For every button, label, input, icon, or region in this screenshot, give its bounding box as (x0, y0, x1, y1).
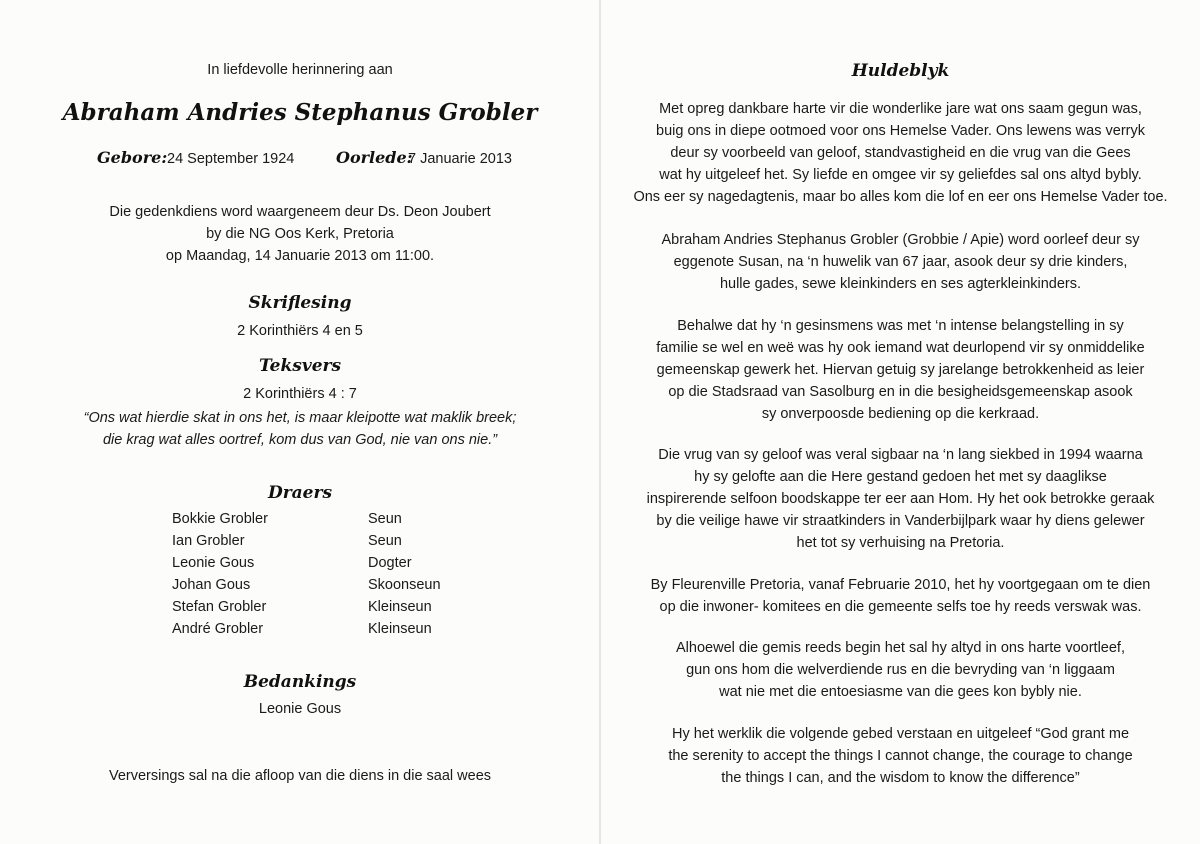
pallbearer-name: Bokkie Grobler (172, 511, 268, 527)
tribute-line: sy onverpoosde bediening op die kerkraad. (761, 406, 1040, 422)
born-label: Gebore: (97, 148, 168, 167)
born-date: 24 September 1924 (167, 151, 295, 167)
tribute-line: wat nie met die entoesiasme van die gees kon bybly nie. (719, 684, 1082, 700)
pallbearer-name: André Grobler (172, 621, 264, 637)
tribute-line: gun ons hom die welverdiende rus en die bevryding van ‘n liggaam (686, 662, 1115, 678)
pallbearers-heading: Draers (267, 483, 333, 503)
text-verse-reference: 2 Korinthiërs 4 : 7 (243, 386, 357, 402)
service-line: by die NG Oos Kerk, Pretoria (206, 226, 394, 242)
pallbearer-relation: Kleinseun (368, 621, 432, 637)
tribute-line: buig ons in diepe ootmoed voor ons Hemelse Vader. Ons lewens was verryk (656, 123, 1145, 139)
thanks-name: Leonie Gous (258, 701, 342, 717)
pallbearer-name: Ian Grobler (172, 533, 245, 549)
right-page (601, 0, 1200, 844)
tribute-line: Alhoewel die gemis reeds begin het sal hy altyd in ons harte voortleef, (676, 640, 1125, 656)
tribute-line: gemeenskap gewerk het. Hiervan getuig sy jarelange betrokkenheid as leier (656, 362, 1145, 378)
tribute-line: op die inwoner- komitees en die gemeente selfs toe hy reeds verswak was. (659, 599, 1142, 615)
pallbearer-relation: Kleinseun (368, 599, 432, 615)
pallbearer-relation: Seun (368, 533, 402, 549)
tribute-line: Abraham Andries Stephanus Grobler (Grobbie / Apie) word oorleef deur sy (661, 232, 1140, 248)
tribute-line: familie se wel en weë was hy ook iemand wat deurlopend vir sy onmiddelike (656, 340, 1145, 356)
thanks-heading: Bedankings (243, 672, 357, 692)
tribute-line: Met opreg dankbare harte vir die wonderlike jare wat ons saam gegun was, (659, 101, 1142, 117)
service-line: op Maandag, 14 Januarie 2013 om 11:00. (165, 248, 435, 264)
pallbearer-name: Stefan Grobler (172, 599, 267, 615)
tribute-line: eggenote Susan, na ‘n huwelik van 67 jaar, asook deur sy drie kinders, (673, 254, 1128, 270)
pallbearer-relation: Skoonseun (368, 577, 441, 593)
scripture-reading-heading: Skriflesing (248, 293, 352, 313)
tribute-line: the serenity to accept the things I cannot change, the courage to change (668, 748, 1133, 764)
deceased-name: Abraham Andries Stephanus Grobler (62, 99, 538, 126)
text-verse-quote: “Ons wat hierdie skat in ons het, is maar kleipotte wat maklik breek; (83, 410, 517, 426)
pallbearer-name: Johan Gous (172, 577, 251, 593)
tribute-line: the things I can, and the wisdom to know the difference” (721, 770, 1080, 786)
tribute-line: op die Stadsraad van Sasolburg en in die besigheidsgemeenskap asook (668, 384, 1133, 400)
died-date: 7 Januarie 2013 (408, 151, 512, 167)
tribute-line: wat hy uitgeleef het. Sy liefde en omgee vir sy geliefdes sal ons altyd bybly. (659, 167, 1142, 183)
tribute-line: hulle gades, sewe kleinkinders en ses agterkleinkinders. (719, 276, 1082, 292)
tribute-line: By Fleurenville Pretoria, vanaf Februarie 2010, het hy voortgegaan om te dien (650, 577, 1151, 593)
tribute-line: Ons eer sy nagedagtenis, maar bo alles kom die lof en eer ons Hemelse Vader toe. (633, 189, 1168, 205)
tribute-heading: Huldeblyk (851, 61, 950, 81)
tribute-line: het tot sy verhuising na Pretoria. (796, 535, 1005, 551)
pallbearer-relation: Seun (368, 511, 402, 527)
memorial-intro: In liefdevolle herinnering aan (207, 62, 393, 78)
pallbearer-name: Leonie Gous (172, 555, 255, 571)
tribute-line: Behalwe dat hy ‘n gesinsmens was met ‘n intense belangstelling in sy (677, 318, 1124, 334)
died-label: Oorlede: (336, 148, 413, 167)
tribute-line: deur sy voorbeeld van geloof, standvastigheid en die vrug van die Gees (670, 145, 1131, 161)
tribute-line: Hy het werklik die volgende gebed verstaan en uitgeleef “God grant me (671, 726, 1130, 742)
tribute-line: inspirerende selfoon boodskappe ter eer aan Hom. Hy het ook betrokke geraak (646, 491, 1155, 507)
tribute-line: hy sy gelofte aan die Here gestand gedoen het met sy daaglikse (694, 469, 1107, 485)
service-line: Die gedenkdiens word waargeneem deur Ds. Deon Joubert (109, 204, 491, 220)
scripture-reading-reference: 2 Korinthiërs 4 en 5 (237, 323, 363, 339)
text-verse-heading: Teksvers (258, 356, 342, 376)
tribute-line: by die veilige hawe vir straatkinders in Vanderbijlpark waar hy diens gelewer (656, 513, 1145, 529)
refreshments-note: Verversings sal na die afloop van die diens in die saal wees (108, 768, 492, 784)
tribute-line: Die vrug van sy geloof was veral sigbaar na ‘n lang siekbed in 1994 waarna (658, 447, 1143, 463)
pallbearer-relation: Dogter (368, 555, 412, 571)
text-verse-quote: die krag wat alles oortref, kom dus van God, nie van ons nie.” (102, 432, 498, 448)
